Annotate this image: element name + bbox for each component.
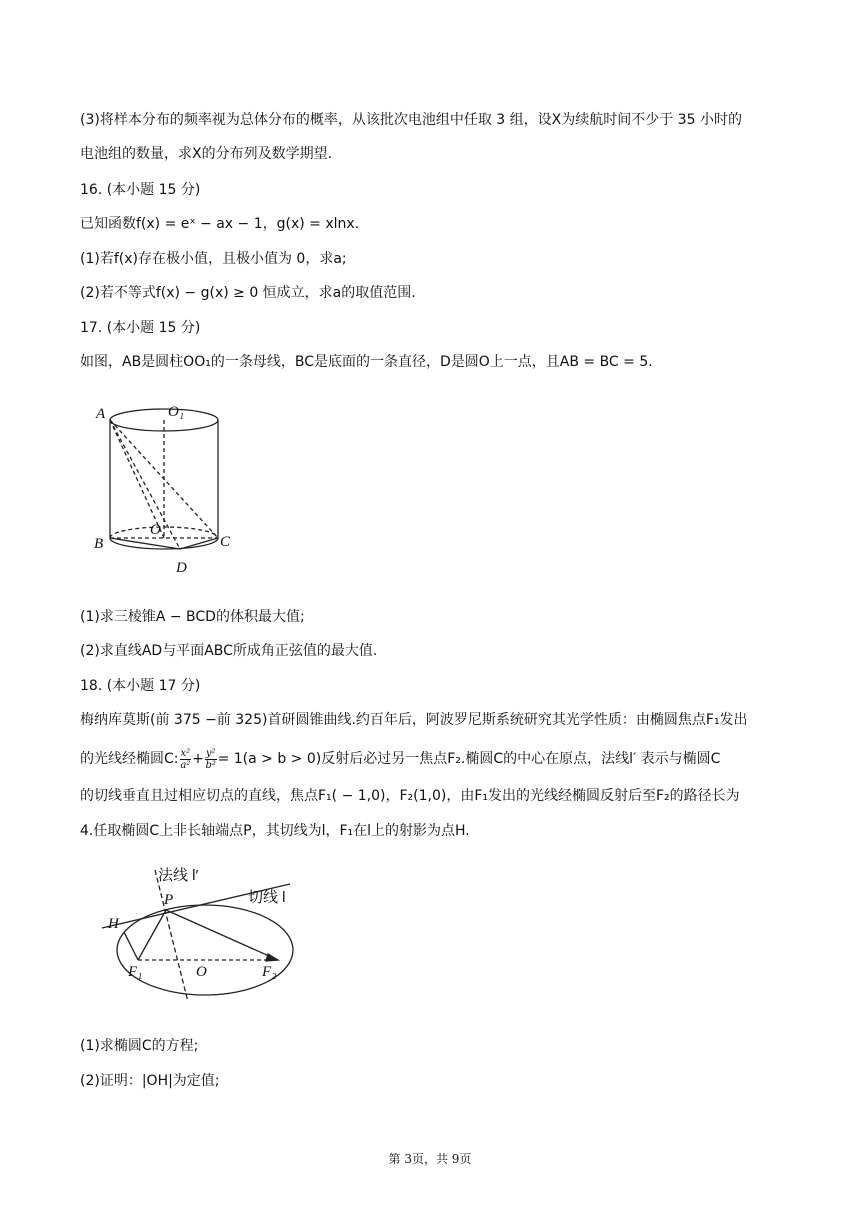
label-O: O [150, 522, 161, 538]
q17-intro: 如图，AB是圆柱OO₁的一条母线，BC是底面的一条直径，D是圆O上一点，且AB = BC = 5. [80, 354, 653, 370]
fraction-x2-a2: $\frac{\text{x²}}{\text{a²}}$ [180, 747, 191, 771]
page-footer: 第 3页，共 9页 [388, 1152, 472, 1166]
label-O-ellipse: O [196, 964, 207, 980]
q17-part1: (1)求三棱锥A − BCD的体积最大值; [80, 609, 305, 625]
q18-line2-start: 的光线经椭圆C: [80, 751, 179, 767]
q18-part1: (1)求椭圆C的方程; [80, 1038, 199, 1054]
label-F1: F₁ [128, 964, 143, 980]
label-P: P [164, 892, 174, 908]
label-O1: O₁ [168, 404, 185, 420]
fraction-y2-b2: $\frac{\text{y²}}{\text{b²}}$ [205, 747, 216, 771]
q17-part2: (2)求直线AD与平面ABC所成角正弦值的最大值. [80, 643, 378, 659]
q18-line2-end: = 1(a > b > 0)反射后必过另一焦点F₂.椭圆C的中心在原点，法线l′ 表示与椭圆C [217, 751, 721, 767]
cylinder-figure [92, 400, 252, 580]
q18-line1: 梅纳库莫斯(前 375 −前 325)首研圆锥曲线.约百年后，阿波罗尼斯系统研究其光学性质：由椭圆焦点F₁发出 [80, 712, 748, 728]
q18-line2: 的光线经椭圆C: $\frac{\text{x²}}{\text{a²}}$ + $\frac{\text{y²}}{\text{b²}}$ = 1(a > b > 0)反射后必过另一焦点F₂.椭圆C的中心在原点，法线l′ 表示与椭圆C [80, 747, 721, 771]
label-tangent: 切线 l [248, 889, 286, 906]
q18-header: 18. (本小题 17 分) [80, 678, 201, 694]
q16-part1: (1)若f(x)存在极小值，且极小值为 0，求a; [80, 251, 347, 267]
q18-line3: 的切线垂直且过相应切点的直线，焦点F₁( − 1,0)，F₂(1,0)，由F₁发出的光线经椭圆反射后至F₂的路径长为 [80, 788, 740, 804]
label-F2: F₂ [262, 964, 277, 980]
label-H: H [108, 916, 119, 932]
q16-intro: 已知函数f(x) = eˣ − ax − 1，g(x) = xlnx. [80, 216, 360, 232]
q16-part2: (2)若不等式f(x) − g(x) ≥ 0 恒成立，求a的取值范围. [80, 285, 416, 301]
q15-part3-line2: 电池组的数量，求X的分布列及数学期望. [80, 146, 333, 162]
q16-header: 16. (本小题 15 分) [80, 182, 201, 198]
q17-header: 17. (本小题 15 分) [80, 320, 201, 336]
ellipse-figure [100, 862, 300, 1012]
label-D: D [176, 560, 187, 576]
label-B: B [94, 536, 104, 552]
q18-line4: 4.任取椭圆C上非长轴端点P，其切线为l，F₁在l上的射影为点H. [80, 823, 470, 839]
label-normal: 法线 l′ [158, 867, 199, 884]
q18-part2: (2)证明：|OH|为定值; [80, 1073, 220, 1089]
label-C: C [220, 534, 231, 550]
q15-part3-line1: (3)将样本分布的频率视为总体分布的概率，从该批次电池组中任取 3 组，设X为续航时间不少于 35 小时的 [80, 112, 742, 128]
label-A: A [96, 406, 106, 422]
